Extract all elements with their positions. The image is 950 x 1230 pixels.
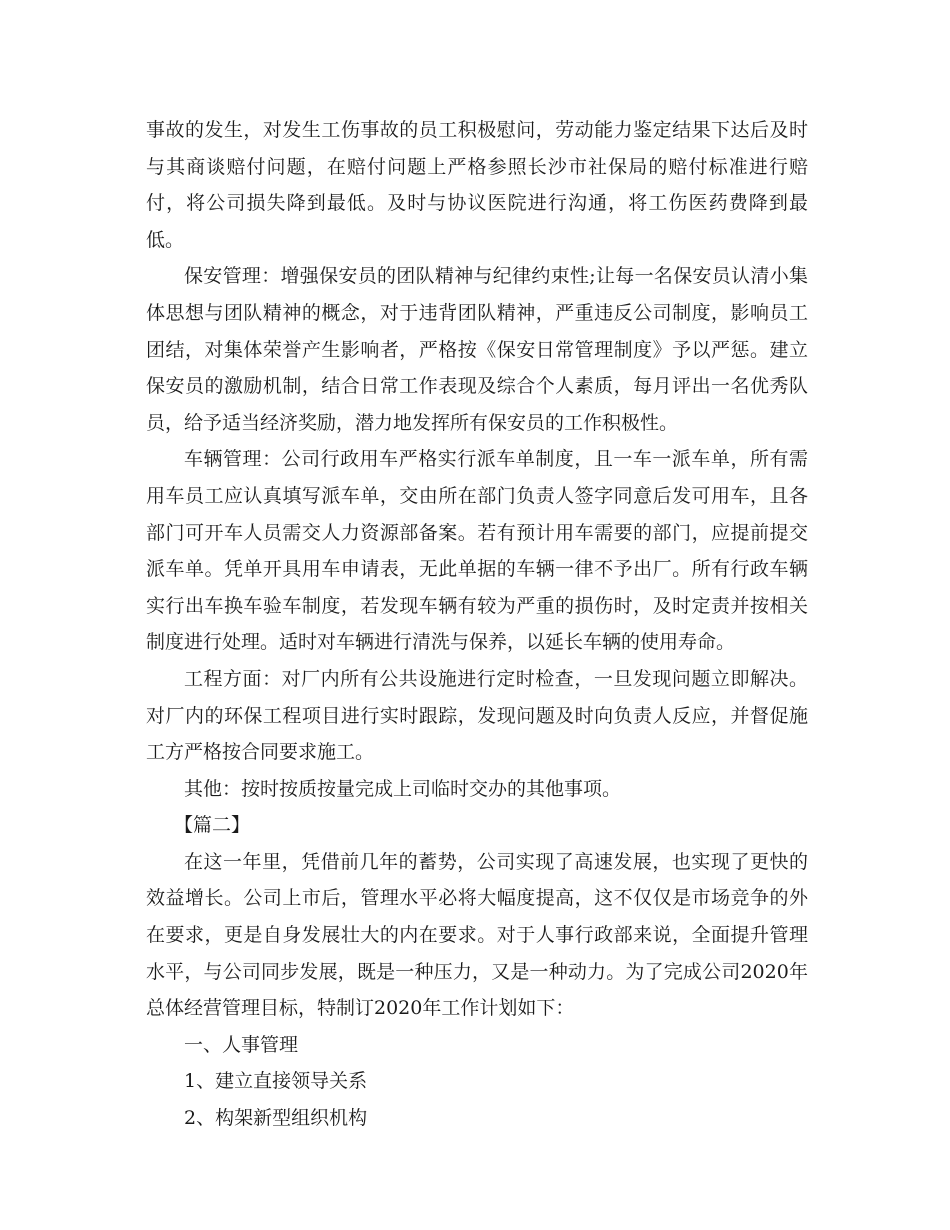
- paragraph-vehicle-management: 车辆管理：公司行政用车严格实行派车单制度，且一车一派车单，所有需用车员工应认真填写派车单，交由所在部门负责人签字同意后发可用车，且各部门可开车人员需交人力资源部备案。若有预计用车需要的部门，应提前提交派车单。凭单开具用车申请表，无此单据的车辆一律不予出厂。所有行政车辆实行出车换车验车制度，若发现车辆有较为严重的损伤时，及时定责并按相关制度进行处理。适时对车辆进行清洗与保养，以延长车辆的使用寿命。: [146, 448, 808, 654]
- paragraph-security-management: 保安管理：增强保安员的团队精神与纪律约束性;让每一名保安员认清小集体思想与团队精神的概念，对于违背团队精神，严重违反公司制度，影响员工团结，对集体荣誉产生影响者，严格按《保安日常管理制度》予以严惩。建立保安员的激励机制，结合日常工作表现及综合个人素质，每月评出一名优秀队员，给予适当经济奖励，潜力地发挥所有保安员的工作积极性。: [146, 265, 808, 434]
- paragraph-intro-plan: 在这一年里，凭借前几年的蓄势，公司实现了高速发展，也实现了更快的效益增长。公司上市后，管理水平必将大幅度提高，这不仅仅是市场竞争的外在要求，更是自身发展壮大的内在要求。对于人事行政部来说，全面提升管理水平，与公司同步发展，既是一种压力，又是一种动力。为了完成公司2020年总体经营管理目标，特制订2020年工作计划如下：: [146, 850, 808, 1020]
- list-item-direct-leadership: 1、建立直接领导关系: [184, 1070, 368, 1093]
- list-item-organization-structure: 2、构架新型组织机构: [184, 1107, 368, 1130]
- paragraph-other: 其他：按时按质按量完成上司临时交办的其他事项。: [184, 777, 622, 800]
- document-body: [146, 112, 808, 1137]
- paragraph-injury-accident: 事故的发生，对发生工伤事故的员工积极慰问，劳动能力鉴定结果下达后及时与其商谈赔付问题，在赔付问题上严格参照长沙市社保局的赔付标准进行赔付，将公司损失降到最低。及时与协议医院进行沟通，将工伤医药费降到最低。: [146, 119, 808, 251]
- heading-personnel-management: 一、人事管理: [184, 1033, 299, 1056]
- section-heading-part-two: 【篇二】: [174, 814, 251, 837]
- paragraph-engineering: 工程方面：对厂内所有公共设施进行定时检查，一旦发现问题立即解决。对厂内的环保工程项目进行实时跟踪，发现问题及时向负责人反应，并督促施工方严格按合同要求施工。: [146, 667, 808, 764]
